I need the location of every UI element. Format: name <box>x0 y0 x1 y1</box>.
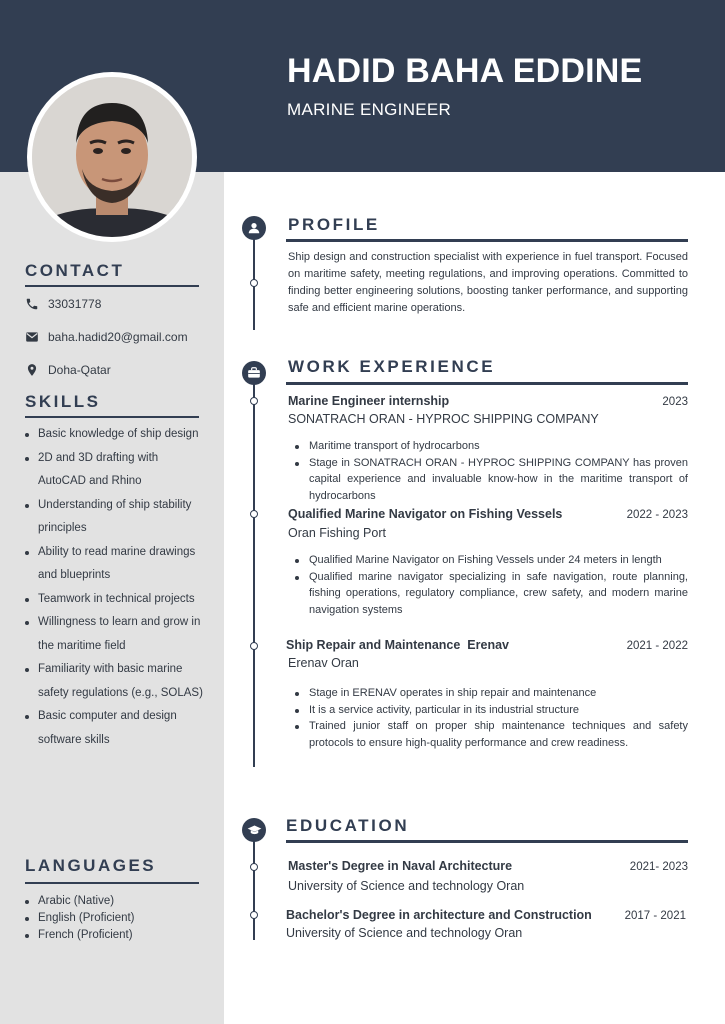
experience-heading: WORK EXPERIENCE <box>288 357 496 376</box>
degree-date-2: 2017 - 2021 <box>624 910 686 922</box>
contact-email <box>25 330 188 344</box>
portrait-image <box>32 77 192 237</box>
list-item: Maritime transport of hydrocarbons <box>293 438 688 455</box>
job-entry-2-header <box>288 507 688 521</box>
list-item: English (Proficient) <box>25 910 135 927</box>
list-item: Arabic (Native) <box>25 893 135 910</box>
graduation-cap-icon <box>242 818 266 842</box>
experience-timeline <box>253 372 255 767</box>
person-icon <box>242 216 266 240</box>
mail-icon <box>25 330 39 344</box>
profile-photo <box>27 72 197 242</box>
job-title-1: Marine Engineer internship <box>288 394 450 408</box>
location-pin-icon <box>25 363 39 377</box>
job-title-3: Ship Repair and Maintenance Erenav <box>286 638 509 652</box>
profile-heading: PROFILE <box>288 215 380 234</box>
job-2-bullets <box>293 552 688 618</box>
job-entry-3-header <box>286 638 688 652</box>
list-item: Teamwork in technical projects <box>25 588 205 612</box>
list-item: Qualified Marine Navigator on Fishing Vessels under 24 meters in length <box>293 552 688 569</box>
timeline-dot <box>250 279 258 287</box>
job-date-3: 2021 - 2022 <box>626 640 688 652</box>
list-item: Ability to read marine drawings and blueprints <box>25 541 205 588</box>
contact-location <box>25 363 111 377</box>
degree-1: Master's Degree in Naval Architecture <box>288 859 513 873</box>
job-3-bullets <box>293 685 688 751</box>
experience-divider <box>286 382 688 385</box>
list-item: Stage in SONATRACH ORAN - HYPROC SHIPPING COMPANY has proven capital experience and invaluable know-how in the maritime transport of hydrocarbons <box>293 455 688 505</box>
timeline-dot <box>250 642 258 650</box>
full-name: HADID BAHA EDDINE <box>287 52 643 90</box>
list-item: Trained junior staff on proper ship maintenance techniques and safety protocols to ensure high-quality performance and crew readiness. <box>293 718 688 751</box>
skills-list <box>25 423 205 752</box>
school-1: University of Science and technology Oran <box>288 879 525 893</box>
profile-divider <box>286 239 688 242</box>
job-company-2: Oran Fishing Port <box>288 526 386 540</box>
list-item: Stage in ERENAV operates in ship repair and maintenance <box>293 685 688 702</box>
contact-divider <box>25 285 199 287</box>
job-1-bullets <box>293 438 688 504</box>
briefcase-icon <box>242 361 266 385</box>
school-2: University of Science and technology Oran <box>286 926 523 940</box>
timeline-dot <box>250 911 258 919</box>
job-date-1: 2023 <box>662 396 688 408</box>
list-item: Familiarity with basic marine safety regulations (e.g., SOLAS) <box>25 658 205 705</box>
timeline-dot <box>250 397 258 405</box>
list-item: It is a service activity, particular in its industrial structure <box>293 702 688 719</box>
phone-icon <box>25 297 39 311</box>
email-address[interactable]: baha.hadid20@gmail.com <box>48 330 188 344</box>
languages-divider <box>25 882 199 884</box>
languages-list <box>25 893 135 944</box>
timeline-dot <box>250 510 258 518</box>
job-title: MARINE ENGINEER <box>287 100 452 119</box>
job-date-2: 2022 - 2023 <box>626 509 688 521</box>
list-item: Basic computer and design software skills <box>25 705 205 752</box>
list-item: Qualified marine navigator specializing in safe navigation, route planning, fishing operations, regulatory compliance, crew safety, and modern marine navigation systems <box>293 569 688 619</box>
job-entry-1-header <box>288 394 688 408</box>
job-company-3: Erenav Oran <box>288 656 359 670</box>
phone-number: 33031778 <box>48 297 102 311</box>
timeline-dot <box>250 863 258 871</box>
skills-heading: SKILLS <box>25 392 101 411</box>
skills-divider <box>25 416 199 418</box>
education-entry-1-header <box>288 859 688 873</box>
list-item: Willingness to learn and grow in the maritime field <box>25 611 205 658</box>
education-divider <box>286 840 688 843</box>
list-item: Understanding of ship stability principles <box>25 494 205 541</box>
contact-phone <box>25 297 101 311</box>
job-title-2: Qualified Marine Navigator on Fishing Vessels <box>288 507 563 521</box>
languages-heading: LANGUAGES <box>25 856 157 875</box>
list-item: French (Proficient) <box>25 927 135 944</box>
contact-heading: CONTACT <box>25 261 125 280</box>
degree-2: Bachelor's Degree in architecture and Construction <box>286 908 592 922</box>
job-company-1: SONATRACH ORAN - HYPROC SHIPPING COMPANY <box>288 412 599 426</box>
degree-date-1: 2021- 2023 <box>629 861 688 873</box>
list-item: 2D and 3D drafting with AutoCAD and Rhino <box>25 447 205 494</box>
education-heading: EDUCATION <box>286 816 410 835</box>
profile-summary: Ship design and construction specialist with experience in fuel transport. Focused on maritime safety, meeting regulations, and improving operations. Committed to finding better engineering solutions, boosting tanker performance, and supporting safe and efficient marine operations. <box>288 251 688 314</box>
education-timeline <box>253 830 255 940</box>
education-entry-2-header <box>286 908 686 922</box>
list-item: Basic knowledge of ship design <box>25 423 205 447</box>
location-text: Doha-Qatar <box>48 363 111 377</box>
